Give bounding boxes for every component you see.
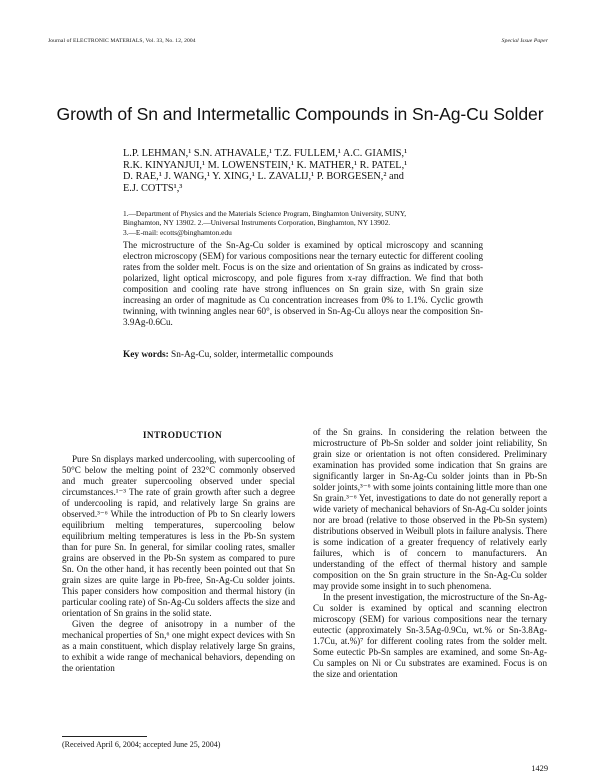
page-number: 1429: [531, 764, 548, 773]
intro-paragraph-2: Given the degree of anisotropy in a number of the mechanical properties of Sn,⁶ one might expect devices with Sn as a main constituent, which display relatively large Sn grains, to exhibit a wide range of mechanical behaviors, depending on the orientation: [62, 619, 295, 673]
abstract: The microstructure of the Sn-Ag-Cu solder is examined by optical microscopy and scanning electron microscopy (SEM) for various compositions near the ternary eutectic for different cooling rates from the solder melt. Focus is on the size and orientation of Sn grains as indicated by cross-polarized, light optical microscopy, and pole figures from x-ray diffraction. We find that both composition and cooling rate have strong influences on Sn grain size, with Sn grain size increasing an order of magnitude as Cu concentration increases from 0% to 1.1%. Cyclic growth twinning, with twinning angles near 60°, is observed in Sn-Ag-Cu alloys near the composition Sn-3.9Ag-0.6Cu.: [123, 240, 483, 327]
journal-header: Journal of ELECTRONIC MATERIALS, Vol. 33, No. 12, 2004: [48, 38, 196, 44]
author-line-2: R.K. KINYANJUI,¹ M. LOWENSTEIN,¹ K. MATHER,¹ R. PATEL,¹: [123, 159, 408, 171]
left-column: [62, 431, 295, 674]
right-column: [313, 427, 547, 680]
keywords-label: Key words:: [123, 350, 169, 360]
affiliations: [123, 209, 513, 237]
author-line-4: E.J. COTTS¹,³: [123, 182, 183, 194]
intro-paragraph-1: Pure Sn displays marked undercooling, with supercooling of 50°C below the melting point of 232°C commonly observed and much greater supercooling observed under special circumstances.¹⁻³ The rate of grain growth after such a degree of undercooling is rapid, and relatively large Sn grains are observed.³⁻⁶ While the introduction of Pb to Sn clearly lowers equilibrium melting temperatures, supercooling below equilibrium melting temperatures is less in the Pb-Sn system than for pure Sn. In general, for similar cooling rates, smaller grains are observed in the Pb-Sn system as compared to pure Sn. On the other hand, it has recently been pointed out that Sn grain sizes are quite large in Pb-free, Sn-Ag-Cu solder joints. This paper considers how composition and thermal history (in particular cooling rate) of Sn-Ag-Cu solders affects the size and orientation of Sn grains in the solid state.: [62, 454, 295, 618]
author-line-3: D. RAE,¹ J. WANG,¹ Y. XING,¹ L. ZAVALIJ,¹ P. BORGESEN,² and: [123, 171, 404, 183]
received-date-footnote: (Received April 6, 2004; accepted June 25, 2004): [62, 740, 221, 749]
affiliation-line-1: 1.—Department of Physics and the Materials Science Program, Binghamton University, SUNY,: [123, 209, 407, 218]
author-list: [123, 148, 523, 194]
author-line-1: L.P. LEHMAN,¹ S.N. ATHAVALE,¹ T.Z. FULLEM,¹ A.C. GIAMIS,¹: [123, 148, 408, 159]
footnote-rule: [62, 736, 147, 737]
paper-title: Growth of Sn and Intermetallic Compounds in Sn-Ag-Cu Solder: [56, 104, 544, 124]
affiliation-line-3: 3.—E-mail: ecotts@binghamton.edu: [123, 227, 232, 237]
intro-paragraph-3: of the Sn grains. In considering the relation between the microstructure of Pb-Sn solder and solder joint reliability, Sn grain size or orientation is not often considered. Preliminary examination has provided some indication that Sn grains are significantly larger in Sn-Ag-Cu solder joints than in Pb-Sn solder joints,³⁻⁶ with some joints containing little more than one Sn grain.³⁻⁶ Yet, investigations to date do not generally report a wide variety of mechanical behaviors of Sn-Ag-Cu solder joints nor are broad (relative to those observed in the Pb-Sn system) distributions observed in Weibull plots in failure analysis. There is some indication of a greater frequency of relatively early failures, which is of concern to manufacturers. An understanding of the effect of thermal history and sample composition on the Sn grain structure in the Sn-Ag-Cu solder may provide some insight in to such phenomena.: [313, 427, 547, 591]
keywords: [123, 350, 333, 360]
intro-paragraph-4: In the present investigation, the microstructure of the Sn-Ag-Cu solder is examined by optical and scanning electron microscopy (SEM) for various compositions near the ternary eutectic (approximately Sn-3.5Ag-0.9Cu, wt.% or Sn-3.8Ag-1.7Cu, at.%)⁷ for different cooling rates from the solder melt. Some eutectic Pb-Sn samples are examined, and some Sn-Ag-Cu samples on Ni or Cu substrates are examined. Focus is on the size and orientation: [313, 592, 547, 679]
section-heading-introduction: INTRODUCTION: [142, 431, 223, 441]
section-label: Special Issue Paper: [501, 38, 548, 44]
affiliation-line-2: Binghamton, NY 13902. 2.—Universal Instruments Corporation, Binghamton, NY 13902.: [123, 218, 391, 228]
keywords-text: Sn-Ag-Cu, solder, intermetallic compounds: [168, 350, 334, 360]
